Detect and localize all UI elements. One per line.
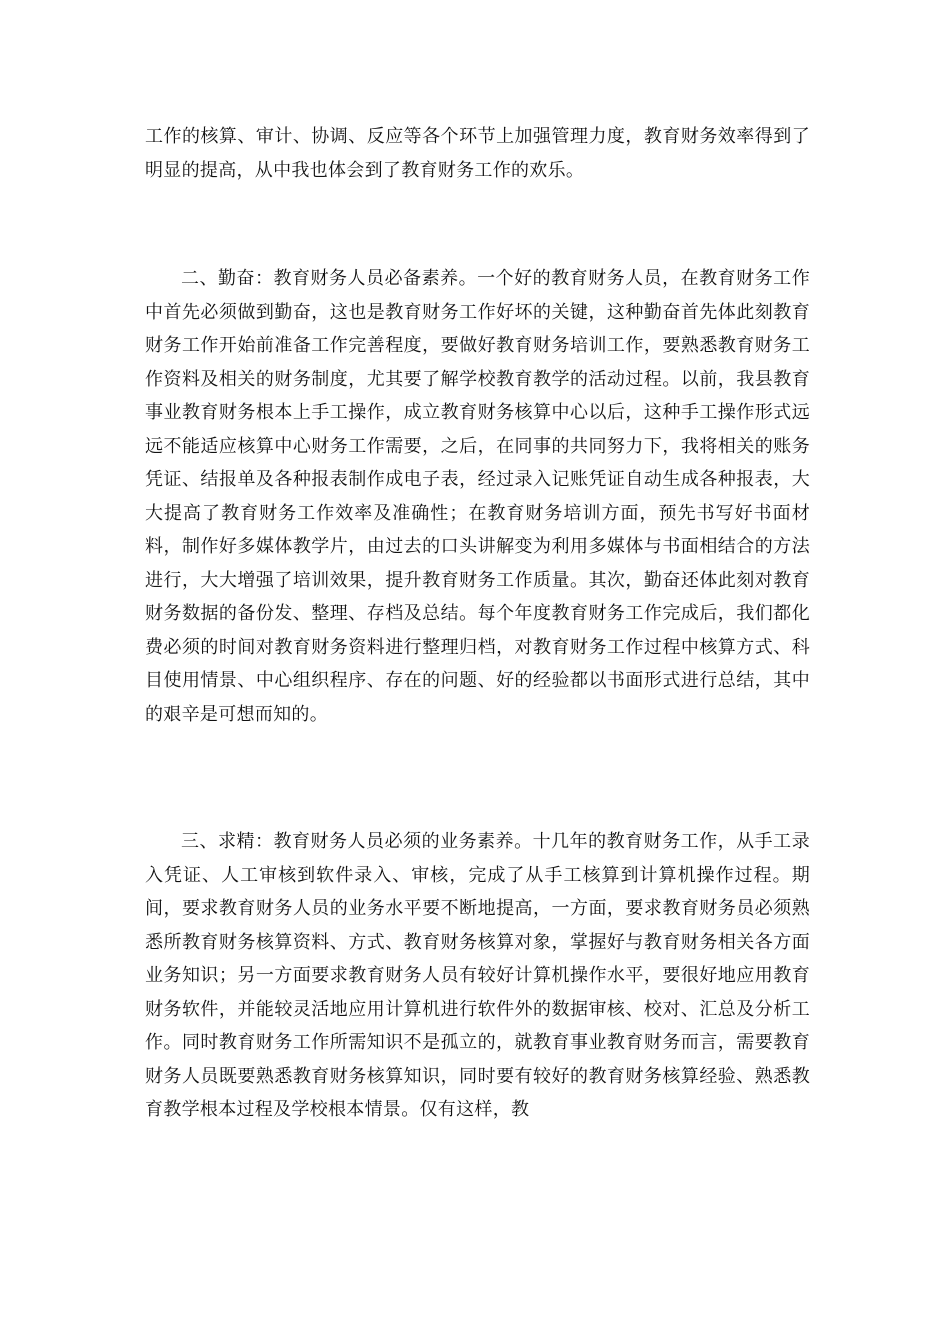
- paragraph-excellence: 三、求精：教育财务人员必须的业务素养。十几年的教育财务工作，从手工录入凭证、人工审核到软件录入、审核，完成了从手工核算到计算机操作过程。期间，要求教育财务人员的业务水平要不断地提高，一方面，要求教育财务员必须熟悉所教育财务核算资料、方式、教育财务核算对象，掌握好与教育财务相关各方面业务知识；另一方面要求教育财务人员有较好计算机操作水平，要很好地应用教育财务软件，并能较灵活地应用计算机进行软件外的数据审核、校对、汇总及分析工作。同时教育财务工作所需知识不是孤立的，就教育事业教育财务而言，需要教育财务人员既要熟悉教育财务核算知识，同时要有较好的教育财务核算经验、熟悉教育教学根本过程及学校根本情景。仅有这样，教: [145, 831, 810, 1120]
- paragraph-continuation: 工作的核算、审计、协调、反应等各个环节上加强管理力度，教育财务效率得到了明显的提高，从中我也体会到了教育财务工作的欢乐。: [145, 126, 810, 181]
- paragraph-diligence: 二、勤奋：教育财务人员必备素养。一个好的教育财务人员，在教育财务工作中首先必须做到勤奋，这也是教育财务工作好坏的关键，这种勤奋首先体此刻教育财务工作开始前准备工作完善程度，要做好教育财务培训工作，要熟悉教育财务工作资料及相关的财务制度，尤其要了解学校教育教学的活动过程。以前，我县教育事业教育财务根本上手工操作，成立教育财务核算中心以后，这种手工操作形式远远不能适应核算中心财务工作需要，之后，在同事的共同努力下，我将相关的账务凭证、结报单及各种报表制作成电子表，经过录入记账凭证自动生成各种报表，大大提高了教育财务工作效率及准确性；在教育财务培训方面，预先书写好书面材料，制作好多媒体教学片，由过去的口头讲解变为利用多媒体与书面相结合的方法进行，大大增强了培训效果，提升教育财务工作质量。其次，勤奋还体此刻对教育财务数据的备份发、整理、存档及总结。每个年度教育财务工作完成后，我们都化费必须的时间对教育财务资料进行整理归档，对教育财务工作过程中核算方式、科目使用情景、中心组织程序、存在的问题、好的经验都以书面形式进行总结，其中的艰辛是可想而知的。: [145, 268, 810, 725]
